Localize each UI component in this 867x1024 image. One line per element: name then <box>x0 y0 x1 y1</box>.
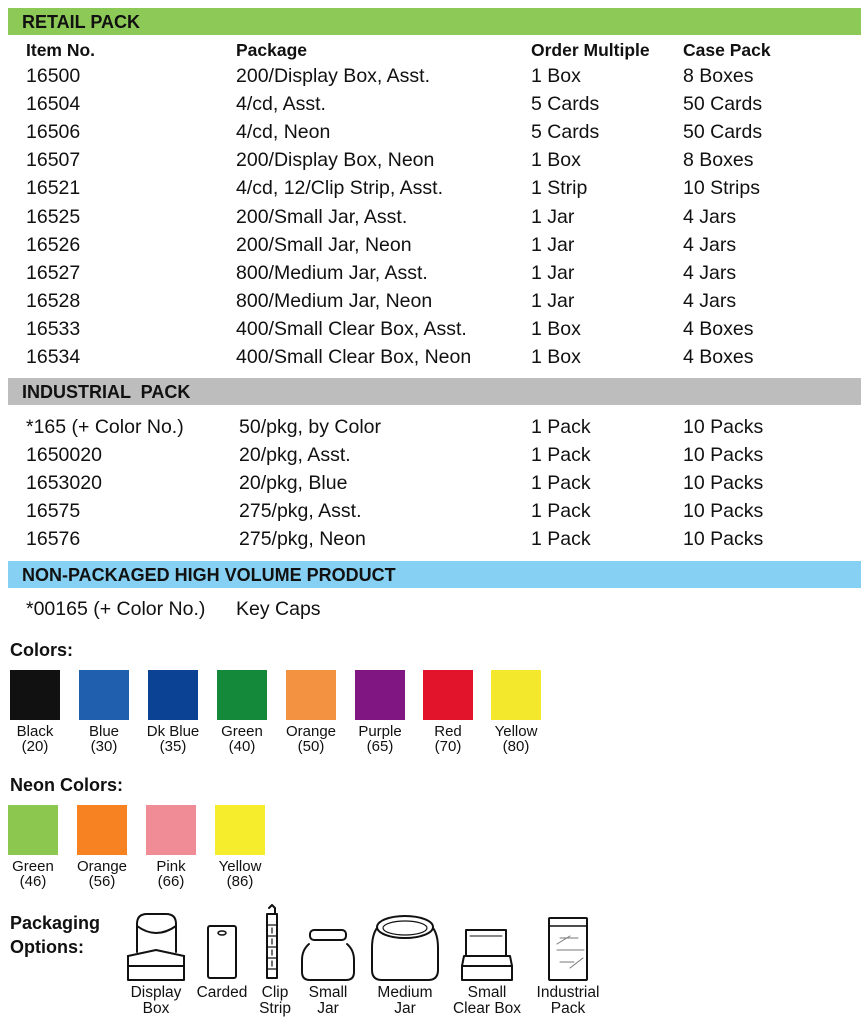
nonpackaged-desc: Key Caps <box>236 598 321 620</box>
retail-table-row <box>0 234 867 262</box>
packaging-title-line2: Options: <box>10 937 84 957</box>
cell-item-no: 16507 <box>26 149 81 172</box>
packaging-label-line1: Small <box>308 984 348 1001</box>
color-swatch <box>423 670 473 720</box>
color-code: (35) <box>159 738 187 755</box>
cell-package: 4/cd, 12/Clip Strip, Asst. <box>236 177 444 200</box>
retail-table-row <box>0 318 867 346</box>
cell-package: 800/Medium Jar, Asst. <box>236 261 428 284</box>
cell-item-no: 1653020 <box>26 472 102 495</box>
cell-item-no: 16575 <box>26 500 81 523</box>
cell-package: 400/Small Clear Box, Asst. <box>236 317 467 340</box>
nonpackaged-title: NON-PACKAGED HIGH VOLUME PRODUCT <box>22 565 396 585</box>
cell-package: 50/pkg, by Color <box>239 416 381 438</box>
cell-order-multiple: 1 Jar <box>531 261 575 284</box>
color-name: Yellow <box>494 723 538 740</box>
color-code: (65) <box>366 738 394 755</box>
color-name: Orange <box>76 858 128 875</box>
cell-case-pack: 4 Boxes <box>683 346 754 368</box>
industrial-pack-title: INDUSTRIAL PACK <box>22 382 191 402</box>
color-swatch-label <box>67 859 137 889</box>
cell-order-multiple: 1 Pack <box>531 416 591 438</box>
retail-table-row <box>0 121 867 149</box>
cell-item-no: 16525 <box>26 205 81 228</box>
color-name: Green <box>221 723 263 740</box>
cell-order-multiple: 1 Box <box>531 149 581 172</box>
cell-package: 4/cd, Neon <box>236 121 331 144</box>
cell-package: 200/Display Box, Asst. <box>236 65 431 87</box>
retail-table-row <box>0 65 867 93</box>
cell-case-pack: 10 Packs <box>683 416 764 438</box>
color-swatch <box>491 670 541 720</box>
packaging-label-line2: Jar <box>394 1000 416 1017</box>
cell-order-multiple: 1 Jar <box>531 289 575 312</box>
cell-item-no: 16528 <box>26 289 81 312</box>
retail-table-row <box>0 206 867 234</box>
color-name: Orange <box>285 723 337 740</box>
cell-case-pack: 50 Cards <box>683 121 763 144</box>
color-name: Purple <box>358 723 402 740</box>
color-swatch-label <box>481 724 551 754</box>
cell-item-no: 1650020 <box>26 444 102 467</box>
cell-item-no: 16521 <box>26 177 81 200</box>
industrial-pack-icon <box>549 918 587 980</box>
packaging-title <box>10 911 100 959</box>
packaging-option-label <box>360 985 450 1017</box>
nonpackaged-row <box>0 598 867 626</box>
color-swatch-label <box>138 724 208 754</box>
cell-item-no: 16576 <box>26 528 81 551</box>
color-swatch <box>146 805 196 855</box>
nonpackaged-header <box>8 561 861 588</box>
cell-case-pack: 4 Boxes <box>683 317 754 340</box>
packaging-label-line1: Medium <box>377 984 433 1001</box>
cell-package: 4/cd, Asst. <box>236 93 326 116</box>
cell-package: 400/Small Clear Box, Neon <box>236 346 472 368</box>
color-name: Green <box>12 858 54 875</box>
medium-jar-icon <box>372 916 438 980</box>
retail-table-row <box>0 93 867 121</box>
cell-package: 200/Small Jar, Neon <box>236 233 412 256</box>
packaging-label-line2: Strip <box>259 1000 291 1017</box>
cell-item-no: 16527 <box>26 261 81 284</box>
cell-case-pack: 4 Jars <box>683 233 737 256</box>
cell-order-multiple: 1 Pack <box>531 528 591 551</box>
color-swatch-label <box>345 724 415 754</box>
colors-title: Colors: <box>10 640 73 660</box>
industrial-table-row <box>0 528 867 556</box>
color-swatch <box>8 805 58 855</box>
cell-order-multiple: 1 Pack <box>531 500 591 523</box>
small-clear-box-icon <box>462 930 512 980</box>
color-swatch <box>217 670 267 720</box>
cell-item-no: 16506 <box>26 121 81 144</box>
cell-package: 20/pkg, Blue <box>239 472 348 495</box>
industrial-table-row <box>0 472 867 500</box>
packaging-label-line2: Clear Box <box>452 1000 522 1017</box>
color-name: Pink <box>156 858 186 875</box>
color-swatch-label <box>207 724 277 754</box>
industrial-pack-header <box>8 378 861 405</box>
cell-package: 275/pkg, Neon <box>239 528 366 551</box>
color-swatch-label <box>0 724 70 754</box>
color-swatch-label <box>276 724 346 754</box>
cell-item-no: 16504 <box>26 93 81 116</box>
cell-order-multiple: 1 Jar <box>531 233 575 256</box>
packaging-option-label <box>523 985 613 1017</box>
color-swatch <box>286 670 336 720</box>
packaging-option-label <box>442 985 532 1017</box>
carded-icon <box>208 926 236 978</box>
neon-colors-title: Neon Colors: <box>10 775 124 795</box>
display-box-icon <box>128 914 184 980</box>
color-swatch <box>79 670 129 720</box>
cell-case-pack: 10 Packs <box>683 528 764 551</box>
color-swatch-label <box>136 859 206 889</box>
cell-item-no: 16533 <box>26 317 81 340</box>
packaging-label-line1: Clip <box>261 984 289 1001</box>
color-code: (86) <box>226 873 254 890</box>
cell-case-pack: 10 Strips <box>683 177 760 200</box>
nonpackaged-item: *00165 (+ Color No.) <box>26 598 206 620</box>
cell-case-pack: 4 Jars <box>683 205 737 228</box>
cell-order-multiple: 1 Box <box>531 346 581 368</box>
clip-strip-icon <box>267 905 277 978</box>
color-name: Red <box>434 723 462 740</box>
color-code: (66) <box>157 873 185 890</box>
color-code: (50) <box>297 738 325 755</box>
cell-case-pack: 4 Jars <box>683 261 737 284</box>
color-code: (80) <box>502 738 530 755</box>
cell-order-multiple: 1 Strip <box>531 177 588 200</box>
cell-package: 200/Small Jar, Asst. <box>236 205 408 228</box>
packaging-label-line1: Industrial <box>536 984 600 1001</box>
col-header-item-no: Item No. <box>26 40 96 60</box>
retail-pack-title: RETAIL PACK <box>22 12 141 32</box>
cell-item-no: 16534 <box>26 346 81 368</box>
cell-order-multiple: 1 Jar <box>531 205 575 228</box>
col-header-order-multiple: Order Multiple <box>531 40 650 60</box>
col-header-package: Package <box>236 40 308 60</box>
packaging-label-line2: Pack <box>550 1000 586 1017</box>
cell-item-no: 16526 <box>26 233 81 256</box>
retail-table-row <box>0 346 867 374</box>
color-swatch <box>10 670 60 720</box>
retail-table-row <box>0 262 867 290</box>
color-swatch-label <box>205 859 275 889</box>
packaging-label-line2: Box <box>142 1000 170 1017</box>
cell-order-multiple: 5 Cards <box>531 93 600 116</box>
color-swatch <box>355 670 405 720</box>
cell-case-pack: 8 Boxes <box>683 65 754 87</box>
cell-case-pack: 10 Packs <box>683 444 764 467</box>
cell-package: 20/pkg, Asst. <box>239 444 351 467</box>
color-code: (56) <box>88 873 116 890</box>
color-swatch-label <box>0 859 68 889</box>
color-code: (46) <box>19 873 47 890</box>
cell-order-multiple: 1 Pack <box>531 472 591 495</box>
table-header-row <box>0 40 867 68</box>
retail-pack-header <box>8 8 861 35</box>
retail-table-row <box>0 177 867 205</box>
cell-order-multiple: 1 Pack <box>531 444 591 467</box>
col-header-case-pack: Case Pack <box>683 40 771 60</box>
cell-case-pack: 50 Cards <box>683 93 763 116</box>
packaging-title-line1: Packaging <box>10 913 101 933</box>
cell-case-pack: 10 Packs <box>683 500 764 523</box>
color-swatch-label <box>69 724 139 754</box>
packaging-label-line1: Display <box>130 984 182 1001</box>
color-name: Black <box>16 723 54 740</box>
industrial-table-row <box>0 416 867 444</box>
cell-case-pack: 8 Boxes <box>683 149 754 172</box>
cell-case-pack: 4 Jars <box>683 289 737 312</box>
cell-case-pack: 10 Packs <box>683 472 764 495</box>
color-name: Dk Blue <box>146 723 200 740</box>
cell-package: 275/pkg, Asst. <box>239 500 362 523</box>
color-swatch <box>148 670 198 720</box>
color-code: (20) <box>21 738 49 755</box>
color-name: Blue <box>88 723 120 740</box>
small-jar-icon <box>302 930 354 980</box>
industrial-table-row <box>0 444 867 472</box>
cell-item-no: *165 (+ Color No.) <box>26 416 184 438</box>
retail-table-row <box>0 149 867 177</box>
color-swatch-label <box>413 724 483 754</box>
packaging-label-line2: Jar <box>317 1000 339 1017</box>
cell-package: 200/Display Box, Neon <box>236 149 435 172</box>
cell-order-multiple: 1 Box <box>531 65 581 87</box>
color-name: Yellow <box>218 858 262 875</box>
cell-item-no: 16500 <box>26 65 81 87</box>
packaging-label-line1: Small <box>467 984 507 1001</box>
color-swatch <box>77 805 127 855</box>
color-code: (40) <box>228 738 256 755</box>
color-code: (70) <box>434 738 462 755</box>
color-code: (30) <box>90 738 118 755</box>
cell-order-multiple: 5 Cards <box>531 121 600 144</box>
cell-package: 800/Medium Jar, Neon <box>236 289 433 312</box>
packaging-label-line1: Carded <box>196 984 248 1001</box>
color-swatch <box>215 805 265 855</box>
cell-order-multiple: 1 Box <box>531 317 581 340</box>
retail-table-row <box>0 290 867 318</box>
industrial-table-row <box>0 500 867 528</box>
